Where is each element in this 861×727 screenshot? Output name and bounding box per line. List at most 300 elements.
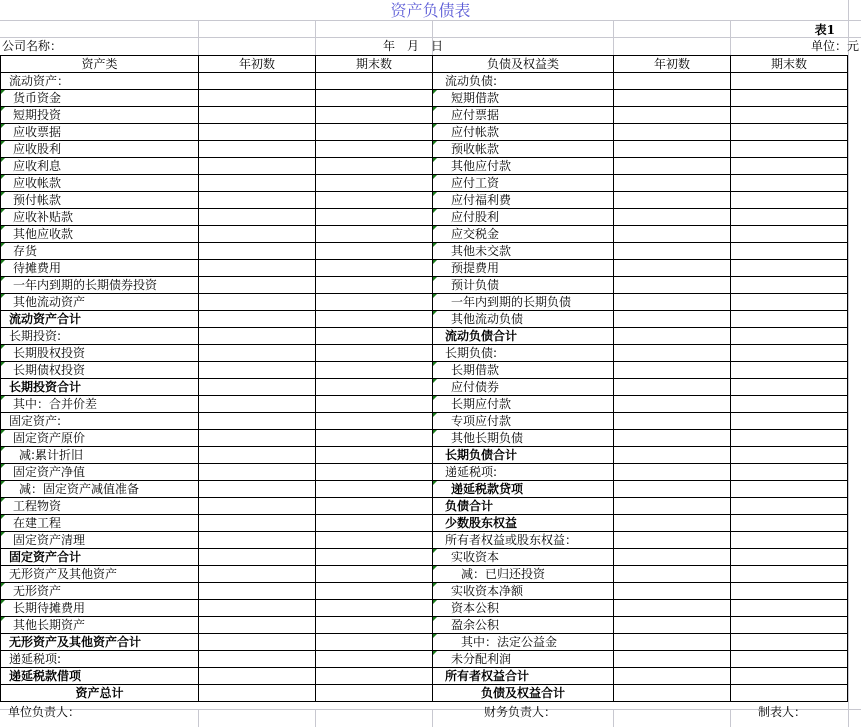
asset-begin-cell[interactable] bbox=[199, 685, 316, 702]
cell-label: 应收票据 bbox=[13, 125, 62, 139]
liability-begin-cell[interactable] bbox=[614, 328, 731, 345]
asset-begin-cell[interactable] bbox=[199, 311, 316, 328]
liability-end-cell[interactable] bbox=[731, 685, 848, 702]
header-assets[interactable]: 资产类 bbox=[1, 56, 199, 73]
gridline bbox=[198, 20, 199, 55]
asset-item-cell[interactable] bbox=[1, 481, 199, 498]
cell-label: 递延税项: bbox=[9, 652, 62, 666]
date-label[interactable]: 年 月 日 bbox=[383, 39, 444, 53]
asset-begin-cell[interactable] bbox=[199, 532, 316, 549]
liability-item-cell[interactable] bbox=[433, 430, 614, 447]
error-indicator-icon bbox=[1, 192, 5, 196]
liability-item-cell[interactable] bbox=[433, 464, 614, 481]
liability-begin-cell[interactable] bbox=[614, 175, 731, 192]
asset-begin-cell[interactable] bbox=[199, 464, 316, 481]
asset-end-cell[interactable] bbox=[316, 685, 433, 702]
liability-end-cell[interactable] bbox=[731, 379, 848, 396]
liability-end-cell[interactable] bbox=[731, 192, 848, 209]
asset-item-cell[interactable] bbox=[1, 464, 199, 481]
asset-end-cell[interactable] bbox=[316, 90, 433, 107]
asset-end-cell[interactable] bbox=[316, 481, 433, 498]
gridline bbox=[848, 0, 849, 727]
asset-end-cell[interactable] bbox=[316, 260, 433, 277]
cell-label: 应付债券 bbox=[451, 380, 500, 394]
liability-end-cell[interactable] bbox=[731, 277, 848, 294]
error-indicator-icon bbox=[1, 175, 5, 179]
error-indicator-icon bbox=[433, 566, 437, 570]
gridline bbox=[730, 20, 731, 55]
table-row bbox=[1, 464, 848, 481]
liability-begin-cell[interactable] bbox=[614, 685, 731, 702]
asset-item-cell[interactable] bbox=[1, 328, 199, 345]
liability-item-cell[interactable] bbox=[433, 515, 614, 532]
cell-label: 长期负债合计 bbox=[445, 448, 518, 462]
cell-label: 减:累计折旧 bbox=[19, 448, 84, 462]
liability-begin-cell[interactable] bbox=[614, 260, 731, 277]
liability-begin-cell[interactable] bbox=[614, 141, 731, 158]
liability-begin-cell[interactable] bbox=[614, 124, 731, 141]
liability-end-cell[interactable] bbox=[731, 73, 848, 90]
header-end-2[interactable]: 期末数 bbox=[731, 56, 848, 73]
liability-begin-cell[interactable] bbox=[614, 498, 731, 515]
asset-item-cell[interactable] bbox=[1, 634, 199, 651]
asset-end-cell[interactable] bbox=[316, 413, 433, 430]
header-begin[interactable]: 年初数 bbox=[199, 56, 316, 73]
liability-begin-cell[interactable] bbox=[614, 311, 731, 328]
asset-begin-cell[interactable] bbox=[199, 617, 316, 634]
liability-item-cell[interactable] bbox=[433, 379, 614, 396]
cell-label: 固定资产原价 bbox=[13, 431, 86, 445]
asset-begin-cell[interactable] bbox=[199, 600, 316, 617]
table-row bbox=[1, 600, 848, 617]
cell-label: 其他未交款 bbox=[451, 244, 512, 258]
asset-begin-cell[interactable] bbox=[199, 192, 316, 209]
asset-begin-cell[interactable] bbox=[199, 141, 316, 158]
asset-begin-cell[interactable] bbox=[199, 243, 316, 260]
liability-begin-cell[interactable] bbox=[614, 583, 731, 600]
asset-item-cell[interactable] bbox=[1, 600, 199, 617]
liability-end-cell[interactable] bbox=[731, 311, 848, 328]
liability-item-cell[interactable] bbox=[433, 549, 614, 566]
cell-label: 其他流动资产 bbox=[13, 295, 86, 309]
error-indicator-icon bbox=[1, 141, 5, 145]
liability-begin-cell[interactable] bbox=[614, 651, 731, 668]
asset-begin-cell[interactable] bbox=[199, 566, 316, 583]
asset-begin-cell[interactable] bbox=[199, 515, 316, 532]
table-row bbox=[1, 260, 848, 277]
liability-item-cell[interactable] bbox=[433, 396, 614, 413]
asset-end-cell[interactable] bbox=[316, 515, 433, 532]
asset-item-cell[interactable] bbox=[1, 430, 199, 447]
liability-end-cell[interactable] bbox=[731, 532, 848, 549]
liability-begin-cell[interactable] bbox=[614, 226, 731, 243]
asset-item-cell[interactable] bbox=[1, 124, 199, 141]
liability-end-cell[interactable] bbox=[731, 243, 848, 260]
liability-begin-cell[interactable] bbox=[614, 549, 731, 566]
cell-label: 无形资产 bbox=[13, 584, 62, 598]
liability-end-cell[interactable] bbox=[731, 430, 848, 447]
asset-item-cell[interactable] bbox=[1, 685, 199, 702]
liability-end-cell[interactable] bbox=[731, 481, 848, 498]
cell-label: 固定资产: bbox=[9, 414, 62, 428]
liability-item-cell[interactable] bbox=[433, 90, 614, 107]
liability-item-cell[interactable] bbox=[433, 328, 614, 345]
asset-begin-cell[interactable] bbox=[199, 430, 316, 447]
asset-item-cell[interactable] bbox=[1, 413, 199, 430]
liability-end-cell[interactable] bbox=[731, 566, 848, 583]
liability-begin-cell[interactable] bbox=[614, 277, 731, 294]
liability-item-cell[interactable] bbox=[433, 209, 614, 226]
liability-item-cell[interactable] bbox=[433, 345, 614, 362]
liability-begin-cell[interactable] bbox=[614, 243, 731, 260]
liability-end-cell[interactable] bbox=[731, 583, 848, 600]
asset-end-cell[interactable] bbox=[316, 345, 433, 362]
liability-begin-cell[interactable] bbox=[614, 379, 731, 396]
liability-begin-cell[interactable] bbox=[614, 73, 731, 90]
liability-end-cell[interactable] bbox=[731, 328, 848, 345]
asset-begin-cell[interactable] bbox=[199, 73, 316, 90]
error-indicator-icon bbox=[433, 634, 437, 638]
table-row bbox=[1, 175, 848, 192]
table-row bbox=[1, 379, 848, 396]
asset-begin-cell[interactable] bbox=[199, 396, 316, 413]
asset-begin-cell[interactable] bbox=[199, 260, 316, 277]
asset-begin-cell[interactable] bbox=[199, 362, 316, 379]
header-end[interactable]: 期末数 bbox=[316, 56, 433, 73]
liability-item-cell[interactable] bbox=[433, 277, 614, 294]
asset-item-cell[interactable] bbox=[1, 226, 199, 243]
asset-end-cell[interactable] bbox=[316, 532, 433, 549]
liability-end-cell[interactable] bbox=[731, 464, 848, 481]
asset-item-cell[interactable] bbox=[1, 345, 199, 362]
error-indicator-icon bbox=[1, 464, 5, 468]
cell-label: 应付帐款 bbox=[451, 125, 500, 139]
table-row bbox=[1, 277, 848, 294]
asset-begin-cell[interactable] bbox=[199, 481, 316, 498]
error-indicator-icon bbox=[1, 90, 5, 94]
liability-end-cell[interactable] bbox=[731, 668, 848, 685]
asset-item-cell[interactable] bbox=[1, 277, 199, 294]
liability-begin-cell[interactable] bbox=[614, 668, 731, 685]
liability-begin-cell[interactable] bbox=[614, 532, 731, 549]
unit-label[interactable]: 单位：元 bbox=[810, 39, 859, 53]
liability-begin-cell[interactable] bbox=[614, 634, 731, 651]
liability-begin-cell[interactable] bbox=[614, 464, 731, 481]
liability-begin-cell[interactable] bbox=[614, 158, 731, 175]
liability-begin-cell[interactable] bbox=[614, 413, 731, 430]
cell-label: 其他应收款 bbox=[13, 227, 74, 241]
liability-end-cell[interactable] bbox=[731, 175, 848, 192]
asset-item-cell[interactable] bbox=[1, 498, 199, 515]
liability-begin-cell[interactable] bbox=[614, 600, 731, 617]
asset-begin-cell[interactable] bbox=[199, 328, 316, 345]
asset-end-cell[interactable] bbox=[316, 668, 433, 685]
asset-begin-cell[interactable] bbox=[199, 413, 316, 430]
asset-begin-cell[interactable] bbox=[199, 124, 316, 141]
asset-begin-cell[interactable] bbox=[199, 379, 316, 396]
error-indicator-icon bbox=[1, 362, 5, 366]
asset-item-cell[interactable] bbox=[1, 651, 199, 668]
asset-item-cell[interactable] bbox=[1, 90, 199, 107]
liability-end-cell[interactable] bbox=[731, 362, 848, 379]
asset-item-cell[interactable] bbox=[1, 260, 199, 277]
asset-end-cell[interactable] bbox=[316, 158, 433, 175]
error-indicator-icon bbox=[1, 260, 5, 264]
liability-item-cell[interactable] bbox=[433, 175, 614, 192]
liability-begin-cell[interactable] bbox=[614, 107, 731, 124]
asset-begin-cell[interactable] bbox=[199, 90, 316, 107]
asset-end-cell[interactable] bbox=[316, 430, 433, 447]
liability-item-cell[interactable] bbox=[433, 532, 614, 549]
liability-begin-cell[interactable] bbox=[614, 362, 731, 379]
asset-item-cell[interactable] bbox=[1, 158, 199, 175]
header-begin-2[interactable]: 年初数 bbox=[614, 56, 731, 73]
liability-item-cell[interactable] bbox=[433, 124, 614, 141]
table-row bbox=[1, 515, 848, 532]
asset-begin-cell[interactable] bbox=[199, 498, 316, 515]
asset-end-cell[interactable] bbox=[316, 226, 433, 243]
cell-label: 应付福利费 bbox=[451, 193, 512, 207]
liability-item-cell[interactable] bbox=[433, 651, 614, 668]
asset-begin-cell[interactable] bbox=[199, 294, 316, 311]
asset-item-cell[interactable] bbox=[1, 379, 199, 396]
liability-item-cell[interactable] bbox=[433, 362, 614, 379]
asset-begin-cell[interactable] bbox=[199, 277, 316, 294]
table-row bbox=[1, 430, 848, 447]
asset-item-cell[interactable] bbox=[1, 566, 199, 583]
asset-item-cell[interactable] bbox=[1, 362, 199, 379]
cell-label: 流动资产合计 bbox=[9, 312, 82, 326]
asset-end-cell[interactable] bbox=[316, 396, 433, 413]
asset-end-cell[interactable] bbox=[316, 600, 433, 617]
asset-item-cell[interactable] bbox=[1, 107, 199, 124]
asset-end-cell[interactable] bbox=[316, 617, 433, 634]
liability-end-cell[interactable] bbox=[731, 345, 848, 362]
asset-begin-cell[interactable] bbox=[199, 226, 316, 243]
cell-label: 长期借款 bbox=[451, 363, 500, 377]
liability-end-cell[interactable] bbox=[731, 498, 848, 515]
error-indicator-icon bbox=[1, 107, 5, 111]
liability-end-cell[interactable] bbox=[731, 413, 848, 430]
table-row bbox=[1, 668, 848, 685]
asset-item-cell[interactable] bbox=[1, 617, 199, 634]
liability-begin-cell[interactable] bbox=[614, 447, 731, 464]
liability-item-cell[interactable] bbox=[433, 685, 614, 702]
asset-end-cell[interactable] bbox=[316, 464, 433, 481]
liability-end-cell[interactable] bbox=[731, 209, 848, 226]
liability-item-cell[interactable] bbox=[433, 243, 614, 260]
liability-end-cell[interactable] bbox=[731, 260, 848, 277]
liability-begin-cell[interactable] bbox=[614, 192, 731, 209]
liability-item-cell[interactable] bbox=[433, 498, 614, 515]
table-row bbox=[1, 124, 848, 141]
asset-begin-cell[interactable] bbox=[199, 209, 316, 226]
liability-end-cell[interactable] bbox=[731, 226, 848, 243]
liability-item-cell[interactable] bbox=[433, 141, 614, 158]
error-indicator-icon bbox=[1, 277, 5, 281]
cell-label: 递延税项: bbox=[445, 465, 498, 479]
asset-item-cell[interactable] bbox=[1, 447, 199, 464]
asset-end-cell[interactable] bbox=[316, 209, 433, 226]
asset-begin-cell[interactable] bbox=[199, 583, 316, 600]
asset-end-cell[interactable] bbox=[316, 634, 433, 651]
liability-end-cell[interactable] bbox=[731, 617, 848, 634]
finance-head-label[interactable]: 财务负责人： bbox=[484, 705, 557, 719]
liability-begin-cell[interactable] bbox=[614, 481, 731, 498]
liability-end-cell[interactable] bbox=[731, 90, 848, 107]
asset-end-cell[interactable] bbox=[316, 294, 433, 311]
asset-item-cell[interactable] bbox=[1, 73, 199, 90]
asset-end-cell[interactable] bbox=[316, 362, 433, 379]
liability-item-cell[interactable] bbox=[433, 260, 614, 277]
header-liabilities[interactable]: 负债及权益类 bbox=[433, 56, 614, 73]
liability-item-cell[interactable] bbox=[433, 600, 614, 617]
asset-end-cell[interactable] bbox=[316, 141, 433, 158]
table-row bbox=[1, 685, 848, 702]
table-row bbox=[1, 583, 848, 600]
cell-label: 所有者权益或股东权益： bbox=[445, 533, 578, 547]
error-indicator-icon bbox=[1, 447, 5, 451]
error-indicator-icon bbox=[433, 583, 437, 587]
asset-item-cell[interactable] bbox=[1, 175, 199, 192]
company-name-label[interactable]: 公司名称： bbox=[2, 39, 63, 53]
asset-item-cell[interactable] bbox=[1, 515, 199, 532]
liability-end-cell[interactable] bbox=[731, 634, 848, 651]
liability-begin-cell[interactable] bbox=[614, 515, 731, 532]
asset-end-cell[interactable] bbox=[316, 175, 433, 192]
cell-label: 货币资金 bbox=[13, 91, 62, 105]
liability-end-cell[interactable] bbox=[731, 141, 848, 158]
liability-item-cell[interactable] bbox=[433, 226, 614, 243]
liability-item-cell[interactable] bbox=[433, 481, 614, 498]
asset-item-cell[interactable] bbox=[1, 532, 199, 549]
asset-item-cell[interactable] bbox=[1, 141, 199, 158]
error-indicator-icon bbox=[433, 617, 437, 621]
asset-end-cell[interactable] bbox=[316, 447, 433, 464]
asset-end-cell[interactable] bbox=[316, 192, 433, 209]
asset-end-cell[interactable] bbox=[316, 379, 433, 396]
sheet-title[interactable]: 资产负债表 bbox=[390, 1, 471, 20]
asset-end-cell[interactable] bbox=[316, 311, 433, 328]
liability-item-cell[interactable] bbox=[433, 617, 614, 634]
asset-item-cell[interactable] bbox=[1, 668, 199, 685]
asset-begin-cell[interactable] bbox=[199, 651, 316, 668]
asset-end-cell[interactable] bbox=[316, 651, 433, 668]
liability-begin-cell[interactable] bbox=[614, 396, 731, 413]
liability-end-cell[interactable] bbox=[731, 515, 848, 532]
asset-begin-cell[interactable] bbox=[199, 107, 316, 124]
preparer-label[interactable]: 制表人： bbox=[758, 705, 807, 719]
liability-begin-cell[interactable] bbox=[614, 294, 731, 311]
asset-end-cell[interactable] bbox=[316, 73, 433, 90]
liability-item-cell[interactable] bbox=[433, 294, 614, 311]
asset-item-cell[interactable] bbox=[1, 243, 199, 260]
error-indicator-icon bbox=[1, 532, 5, 536]
liability-item-cell[interactable] bbox=[433, 566, 614, 583]
liability-end-cell[interactable] bbox=[731, 107, 848, 124]
asset-begin-cell[interactable] bbox=[199, 668, 316, 685]
cell-label: 减：已归还投资 bbox=[461, 567, 546, 581]
cell-label: 一年内到期的长期负债 bbox=[451, 295, 572, 309]
liability-end-cell[interactable] bbox=[731, 124, 848, 141]
asset-item-cell[interactable] bbox=[1, 583, 199, 600]
asset-end-cell[interactable] bbox=[316, 277, 433, 294]
cell-label: 递延税款贷项 bbox=[451, 482, 524, 496]
unit-head-label[interactable]: 单位负责人： bbox=[8, 705, 81, 719]
cell-label: 负债及权益合计 bbox=[480, 686, 565, 700]
asset-end-cell[interactable] bbox=[316, 566, 433, 583]
liability-item-cell[interactable] bbox=[433, 158, 614, 175]
liability-end-cell[interactable] bbox=[731, 396, 848, 413]
liability-item-cell[interactable] bbox=[433, 634, 614, 651]
error-indicator-icon bbox=[433, 379, 437, 383]
liability-end-cell[interactable] bbox=[731, 549, 848, 566]
asset-item-cell[interactable] bbox=[1, 396, 199, 413]
liability-item-cell[interactable] bbox=[433, 73, 614, 90]
cell-label: 存货 bbox=[13, 244, 38, 258]
liability-item-cell[interactable] bbox=[433, 583, 614, 600]
table-row bbox=[1, 532, 848, 549]
asset-item-cell[interactable] bbox=[1, 209, 199, 226]
error-indicator-icon bbox=[433, 413, 437, 417]
asset-begin-cell[interactable] bbox=[199, 175, 316, 192]
asset-end-cell[interactable] bbox=[316, 243, 433, 260]
liability-begin-cell[interactable] bbox=[614, 345, 731, 362]
asset-end-cell[interactable] bbox=[316, 583, 433, 600]
liability-end-cell[interactable] bbox=[731, 651, 848, 668]
asset-item-cell[interactable] bbox=[1, 192, 199, 209]
asset-end-cell[interactable] bbox=[316, 328, 433, 345]
asset-begin-cell[interactable] bbox=[199, 345, 316, 362]
liability-begin-cell[interactable] bbox=[614, 209, 731, 226]
cell-label: 资本公积 bbox=[451, 601, 500, 615]
liability-begin-cell[interactable] bbox=[614, 430, 731, 447]
liability-end-cell[interactable] bbox=[731, 158, 848, 175]
table-row bbox=[1, 73, 848, 90]
liability-item-cell[interactable] bbox=[433, 311, 614, 328]
error-indicator-icon bbox=[1, 243, 5, 247]
liability-begin-cell[interactable] bbox=[614, 617, 731, 634]
error-indicator-icon bbox=[433, 141, 437, 145]
asset-item-cell[interactable] bbox=[1, 549, 199, 566]
asset-end-cell[interactable] bbox=[316, 498, 433, 515]
liability-end-cell[interactable] bbox=[731, 600, 848, 617]
asset-item-cell[interactable] bbox=[1, 311, 199, 328]
liability-item-cell[interactable] bbox=[433, 413, 614, 430]
liability-begin-cell[interactable] bbox=[614, 566, 731, 583]
asset-end-cell[interactable] bbox=[316, 549, 433, 566]
asset-item-cell[interactable] bbox=[1, 294, 199, 311]
liability-item-cell[interactable] bbox=[433, 447, 614, 464]
asset-begin-cell[interactable] bbox=[199, 549, 316, 566]
liability-item-cell[interactable] bbox=[433, 192, 614, 209]
asset-begin-cell[interactable] bbox=[199, 634, 316, 651]
liability-end-cell[interactable] bbox=[731, 294, 848, 311]
asset-end-cell[interactable] bbox=[316, 124, 433, 141]
liability-begin-cell[interactable] bbox=[614, 90, 731, 107]
asset-begin-cell[interactable] bbox=[199, 447, 316, 464]
table-row bbox=[1, 634, 848, 651]
liability-item-cell[interactable] bbox=[433, 107, 614, 124]
asset-begin-cell[interactable] bbox=[199, 158, 316, 175]
liability-item-cell[interactable] bbox=[433, 668, 614, 685]
error-indicator-icon bbox=[1, 600, 5, 604]
liability-end-cell[interactable] bbox=[731, 447, 848, 464]
cell-label: 应付股利 bbox=[451, 210, 500, 224]
table-number[interactable]: 表1 bbox=[814, 23, 835, 37]
error-indicator-icon bbox=[433, 192, 437, 196]
asset-end-cell[interactable] bbox=[316, 107, 433, 124]
